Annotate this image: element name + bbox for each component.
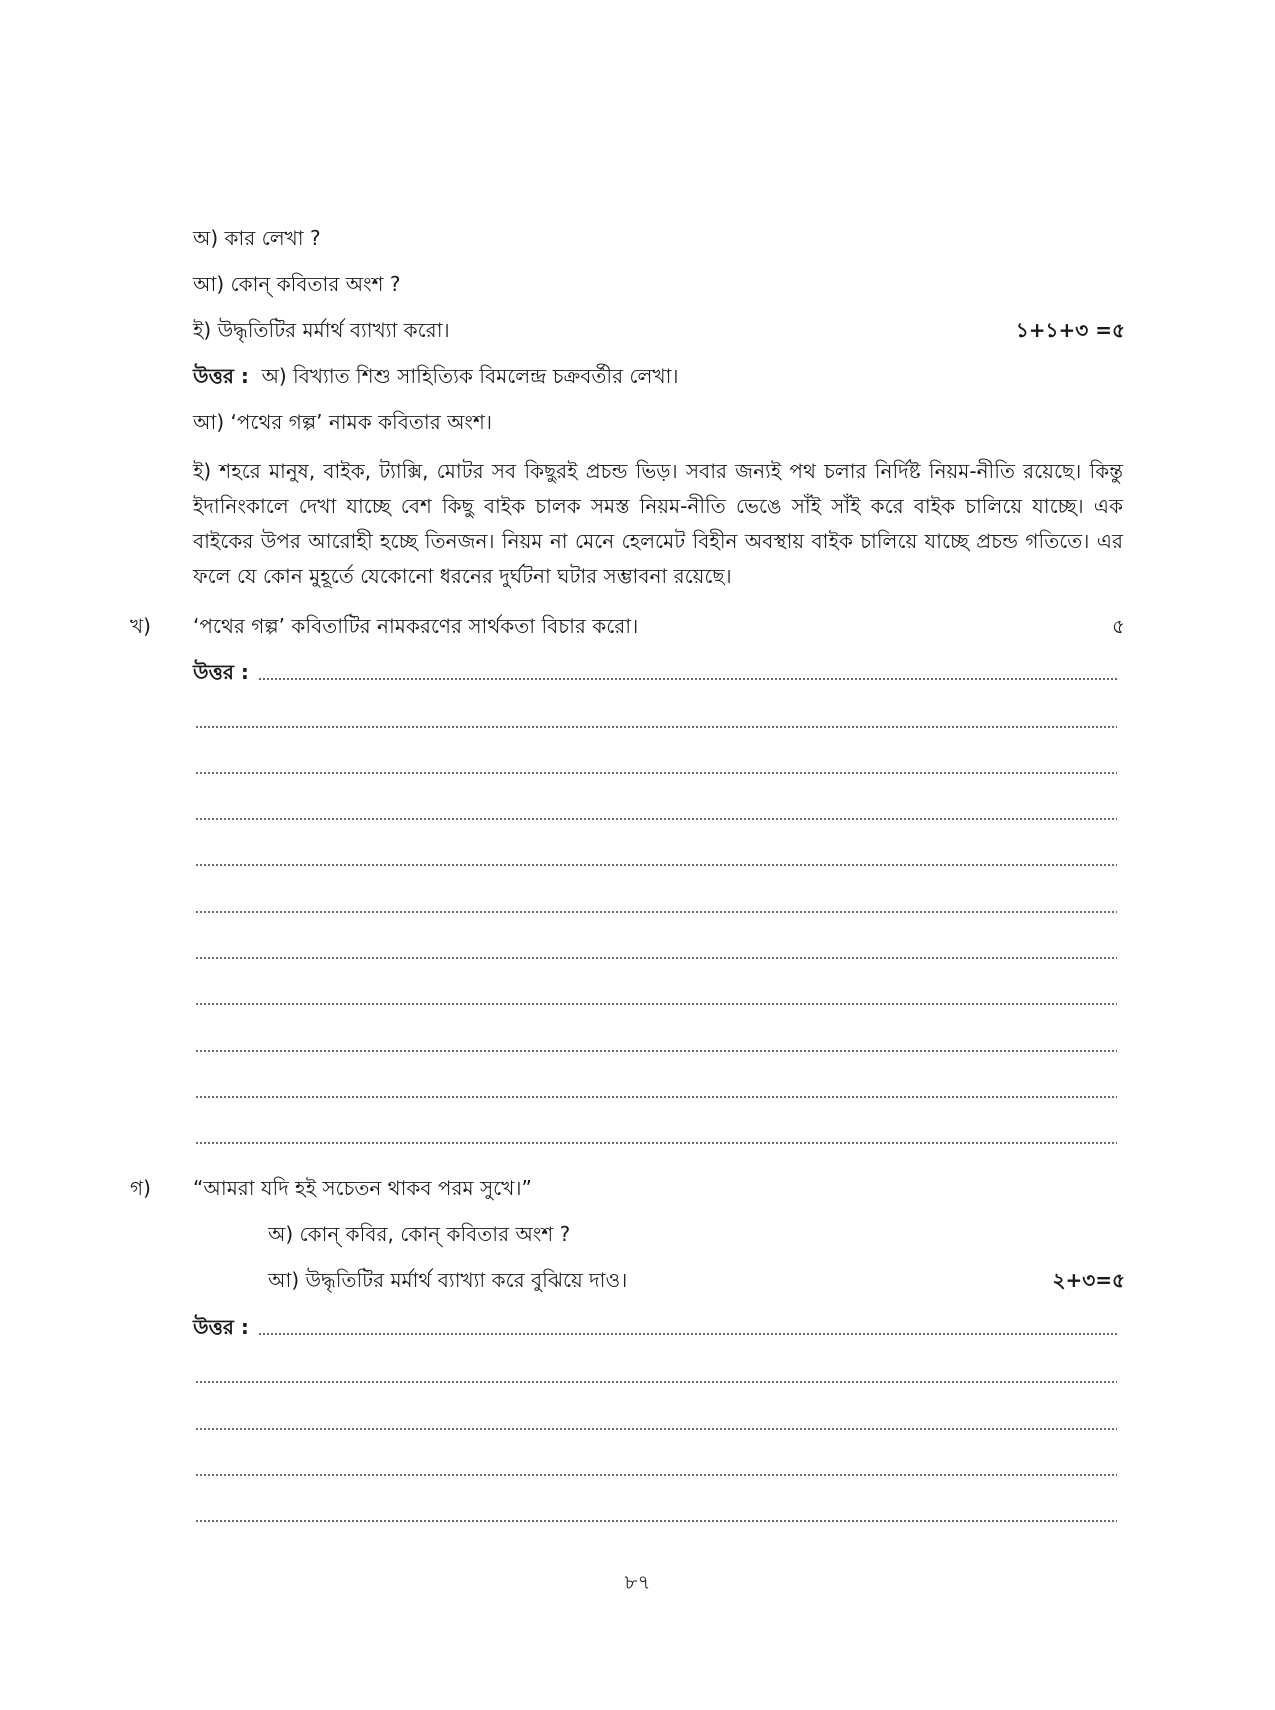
question-ga-sub-a: অ) কোন্ কবির, কোন্ কবিতার অংশ ? [268,1222,571,1246]
answer-line[interactable] [195,864,1117,866]
dotted-line [258,1333,1117,1335]
marks-kha: ৫ [1112,614,1125,638]
answer-aa-text: আ) ‘পথের গল্প’ নামক কবিতার অংশ। [193,410,492,434]
dotted-line [258,678,1117,680]
answer-line[interactable] [195,1474,1117,1476]
marks-ka: ১+১+৩ =৫ [1015,318,1125,342]
answer-line[interactable] [195,1381,1117,1383]
answer-line-first-kha[interactable] [193,660,1117,684]
answer-a-row [193,364,679,388]
answer-line[interactable] [195,726,1117,728]
answer-line[interactable] [195,1050,1117,1052]
answer-line[interactable] [195,818,1117,820]
answer-line[interactable] [195,1520,1117,1522]
answer-line[interactable] [195,957,1117,959]
answer-label: উত্তর : [193,660,249,684]
question-sub-aa: আ) কোন্ কবিতার অংশ ? [193,272,401,296]
answer-line-first-ga[interactable] [193,1315,1117,1339]
answer-i-paragraph: ই) শহরে মানুষ, বাইক, ট্যাক্সি, মোটর সব কিছুরই প্রচন্ড ভিড়। সবার জন্যই পথ চলার নির্দিষ্ট নিয়ম-নীতি রয়েছে। কিন্তু ইদানিংকালে দেখা যাচ্ছে বেশ কিছু বাইক চালক সমস্ত নিয়ম-নীতি ভেঙে সাঁই সাঁই করে বাইক চালিয়ে যাচ্ছে। এক বাইকের উপর আরোহী হচ্ছে তিনজন। নিয়ম না মেনে হেলমেট বিহীন অবস্থায় বাইক চালিয়ে যাচ্ছে প্রচন্ড গতিতে। এর ফলে যে কোন মুহূর্তে যেকোনো ধরনের দুর্ঘটনা ঘটার সম্ভাবনা রয়েছে। [193,459,1123,588]
answer-line[interactable] [195,1003,1117,1005]
answer-a-text: অ) বিখ্যাত শিশু সাহিত্যিক বিমলেন্দ্র চক্রবর্তীর লেখা। [261,364,679,388]
question-sub-i: ই) উদ্ধৃতিটির মর্মার্থ ব্যাখ্যা করো। [193,318,450,342]
question-kha-text: ‘পথের গল্প’ কবিতাটির নামকরণের সার্থকতা বিচার করো। [193,614,639,638]
question-number-kha: খ) [130,614,151,638]
question-ga-quote: “আমরা যদি হই সচেতন থাকব পরম সুখে।” [193,1176,532,1200]
answer-line[interactable] [195,911,1117,913]
question-number-ga: গ) [130,1176,151,1200]
answer-line[interactable] [195,1428,1117,1430]
question-sub-a: অ) কার লেখা ? [193,226,321,250]
answer-label: উত্তর : [193,1315,249,1339]
answer-line[interactable] [195,1096,1117,1098]
answer-line[interactable] [195,772,1117,774]
page-number: ৮৭ [624,1570,651,1594]
answer-label: উত্তর : [193,364,249,388]
question-ga-sub-aa: আ) উদ্ধৃতিটির মর্মার্থ ব্যাখ্যা করে বুঝিয়ে দাও। [268,1268,628,1292]
marks-ga: ২+৩=৫ [1052,1268,1125,1292]
answer-line[interactable] [195,1142,1117,1144]
